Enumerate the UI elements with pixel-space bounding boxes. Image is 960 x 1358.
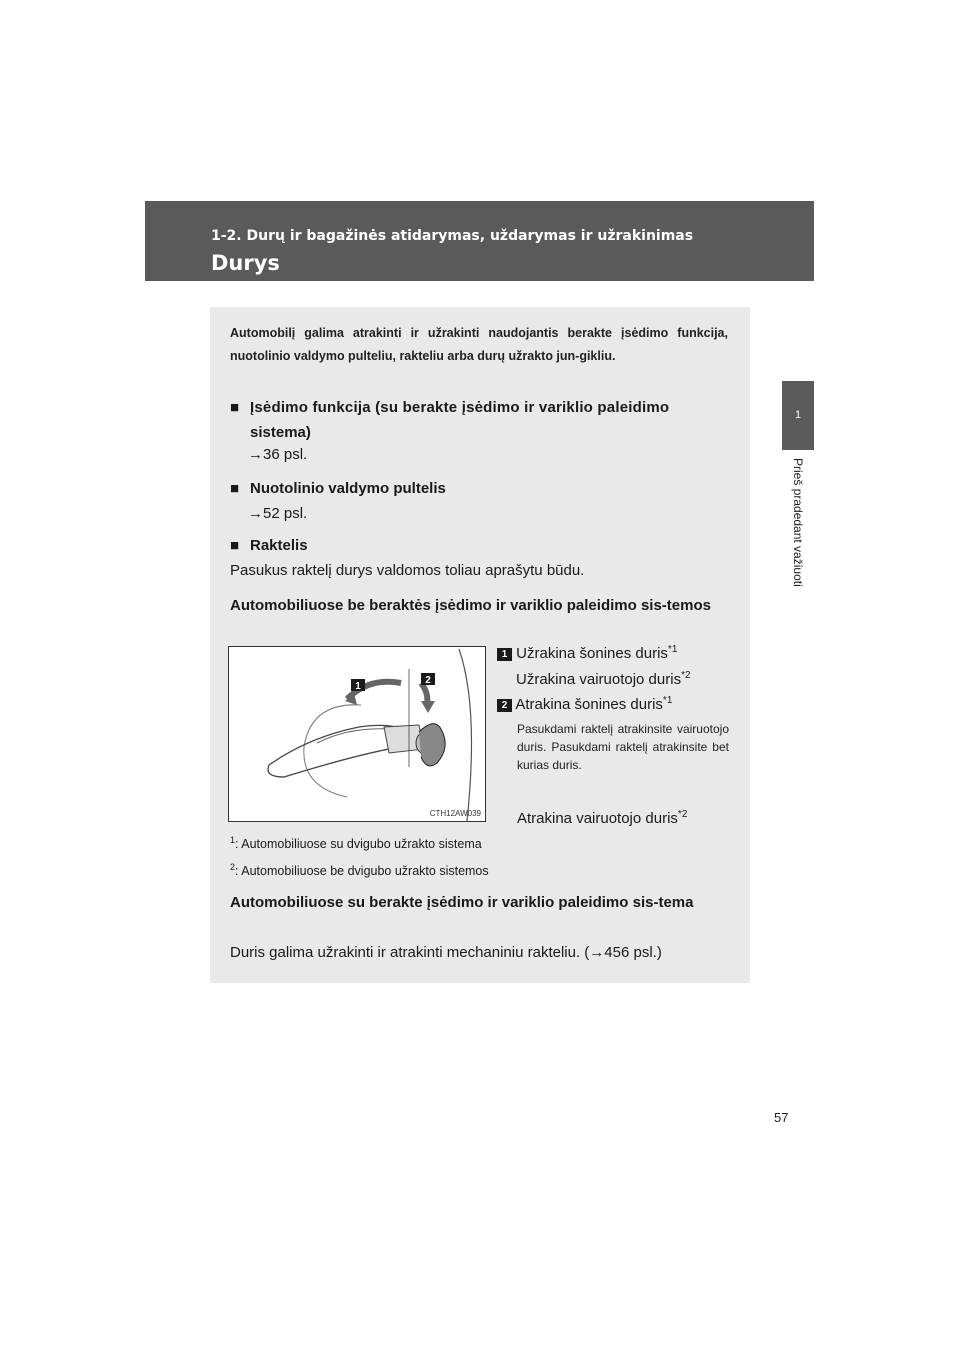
footnote-2	[230, 858, 728, 880]
legend-text: Užrakina šonines duris	[516, 645, 668, 662]
legend-text: Atrakina šonines duris	[515, 696, 663, 713]
footnote-marker: *1	[662, 695, 673, 706]
page-number: 57	[774, 1110, 789, 1125]
mechanical-key-text: Duris galima užrakinti ir atrakinti mechaniniu rakteliu. (→456 psl.)	[230, 944, 662, 961]
footnote-text: : Automobiliuose su dvigubo užrakto sistema	[235, 837, 482, 852]
legend-item-unlock-driver	[497, 804, 729, 830]
footnote-marker: *2	[677, 809, 688, 820]
square-bullet-icon: ■	[230, 480, 240, 497]
legend-text: Užrakina vairuotojo duris	[516, 671, 682, 688]
section-keyless-entry	[230, 395, 728, 445]
section-header	[145, 201, 814, 281]
page-reference: →52 psl.	[248, 505, 308, 522]
footnote-1	[230, 831, 728, 853]
chapter-tab: 1	[782, 381, 814, 450]
content-panel	[210, 307, 750, 983]
intro-text: Automobilį galima atrakinti ir užrakinti naudojantis berakte įsėdimo funkcija, nuotolinio valdymo pulteliu, rakteliu arba durų užrakto jun-gikliu.	[230, 326, 728, 363]
legend-badge-1: 1	[497, 648, 512, 661]
legend-item-lock	[497, 639, 729, 691]
subheading-without-keyless: Automobiliuose be beraktės įsėdimo ir variklio paleidimo sis-temos	[230, 597, 711, 614]
page-reference: →36 psl.	[248, 446, 308, 463]
subheading-with-keyless: Automobiliuose su berakte įsėdimo ir variklio paleidimo sis-tema	[230, 894, 694, 911]
key-description: Pasukus raktelį durys valdomos toliau aprašytu būdu.	[230, 562, 585, 579]
footnote-number: 2	[230, 862, 236, 872]
figure-code: CTH12AW039	[429, 809, 481, 818]
chapter-tab-label: Prieš pradedant važiuoti	[791, 458, 805, 587]
door-handle-key-svg	[229, 647, 485, 821]
section-title: Įsėdimo funkcija (su berakte įsėdimo ir variklio paleidimo	[250, 399, 670, 416]
legend-item-unlock	[497, 690, 729, 716]
page-title: Durys	[211, 251, 280, 275]
section-key	[230, 533, 728, 558]
section-title: Nuotolinio valdymo pultelis	[250, 480, 446, 497]
chapter-subtitle: 1-2. Durų ir bagažinės atidarymas, uždarymas ir užrakinimas	[211, 228, 694, 244]
footnote-text: : Automobiliuose be dvigubo užrakto sistemos	[235, 864, 489, 879]
section-title-continued: sistema)	[250, 424, 311, 441]
section-title: Raktelis	[250, 537, 308, 554]
legend-badge-2: 2	[497, 699, 512, 712]
door-handle-illustration	[228, 646, 486, 822]
square-bullet-icon: ■	[230, 399, 240, 416]
legend-text: Atrakina vairuotojo duris	[517, 810, 678, 827]
section-remote-control	[230, 476, 728, 501]
footnote-marker: *1	[667, 644, 678, 655]
figure-badge-2: 2	[425, 675, 431, 686]
footnote-number: 1	[230, 835, 236, 845]
footnote-marker: *2	[681, 670, 691, 681]
figure-badge-1: 1	[355, 681, 361, 692]
square-bullet-icon: ■	[230, 537, 240, 554]
legend-note: Pasukdami raktelį atrakinsite vairuotojo duris. Pasukdami raktelį atrakinsite bet kurias duris.	[517, 722, 729, 772]
